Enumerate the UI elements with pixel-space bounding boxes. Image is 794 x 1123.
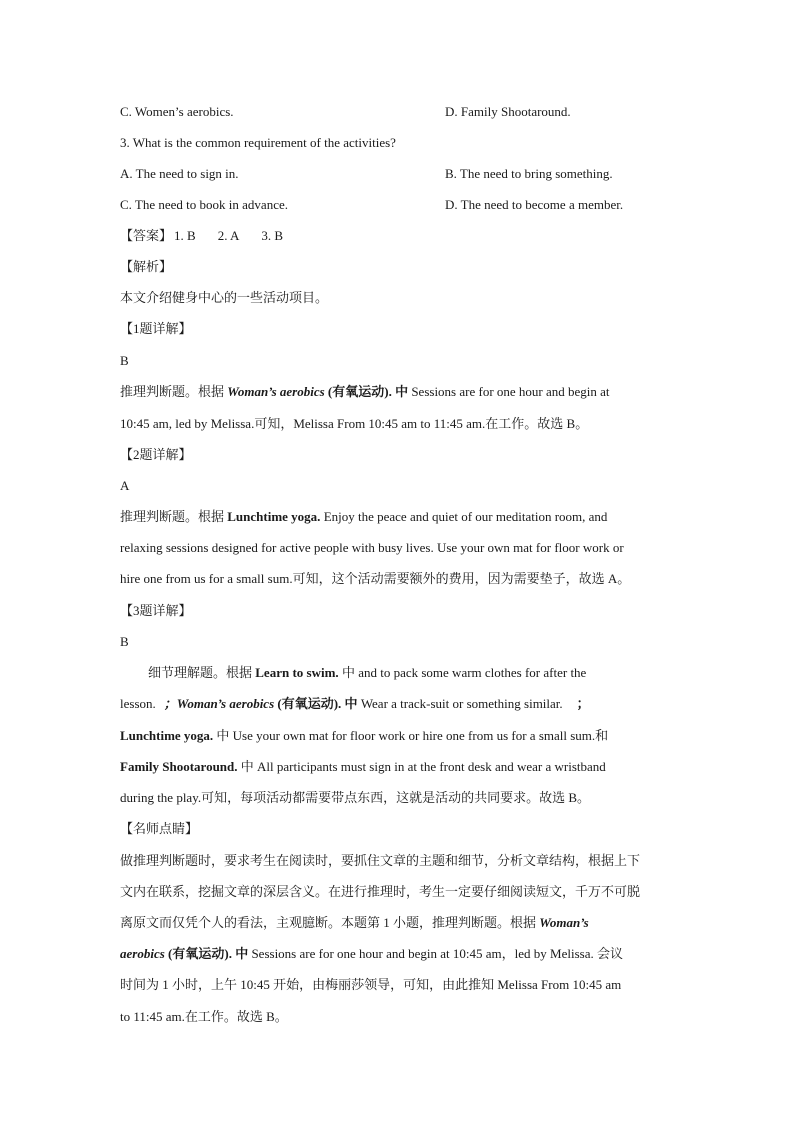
analysis-summary: 本文介绍健身中心的一些活动项目。 bbox=[120, 290, 329, 305]
teacher-note-text: Sessions are for one hour and begin at 10:45 am，led by Melissa. 会议 bbox=[248, 946, 623, 961]
answer-item-1: 1. B bbox=[174, 228, 196, 243]
teacher-note-text: 离原文而仅凭个人的看法，主观臆断。本题第 1 小题，推理判断题。根据 bbox=[120, 915, 540, 930]
answer-line bbox=[120, 228, 305, 244]
q3-detail-text: 中 Use your own mat for floor work or hire one from us for a small sum.和 bbox=[213, 728, 609, 743]
q3-option-b: B. The need to bring something. bbox=[445, 166, 613, 181]
q2-detail-text: Enjoy the peace and quiet of our meditation room, and bbox=[320, 509, 608, 524]
answer-item-3: 3. B bbox=[261, 228, 284, 243]
q3-detail-text: lesson. bbox=[120, 696, 156, 711]
q3-detail-line-5: during the play.可知，每项活动都需要带点东西，这就是活动的共同要求。故选 B。 bbox=[120, 790, 591, 805]
q1-detail-text: Sessions are for one hour and begin at bbox=[408, 384, 610, 399]
q2-detail-line-3: hire one from us for a small sum.可知，这个活动需要额外的费用，因为需要垫子，故选 A。 bbox=[120, 571, 631, 586]
q2-detail-line-2: relaxing sessions designed for active people with busy lives. Use your own mat for floor work or bbox=[120, 540, 624, 555]
q3-detail-label: 【3题详解】 bbox=[120, 603, 192, 618]
q2-detail-answer: A bbox=[120, 478, 130, 493]
q3-option-c: C. The need to book in advance. bbox=[120, 197, 288, 212]
q3-detail-bold: (有氧运动). 中 bbox=[274, 696, 358, 711]
teacher-note-line-4 bbox=[120, 946, 623, 962]
answer-item-2: 2. A bbox=[217, 228, 240, 243]
q1-detail-line-1 bbox=[120, 384, 610, 400]
q3-detail-semicolon: ； bbox=[576, 696, 590, 711]
q3-stem: 3. What is the common requirement of the activities? bbox=[120, 135, 396, 150]
answer-label: 【答案】 bbox=[120, 228, 173, 243]
q3-detail-line-1 bbox=[148, 665, 586, 681]
q1-detail-answer: B bbox=[120, 353, 129, 368]
q3-detail-text: 细节理解题。根据 bbox=[148, 665, 256, 680]
q3-detail-text: 中 and to pack some warm clothes for after the bbox=[338, 665, 587, 680]
q2-detail-label: 【2题详解】 bbox=[120, 447, 192, 462]
q2-detail-bold: Lunchtime yoga. bbox=[227, 509, 321, 524]
q3-detail-text: 中 All participants must sign in at the front desk and wear a wristband bbox=[237, 759, 606, 774]
q3-detail-answer: B bbox=[120, 634, 129, 649]
q1-detail-text: 推理判断题。根据 bbox=[120, 384, 228, 399]
q3-detail-bold: Lunchtime yoga. bbox=[120, 728, 214, 743]
q2-option-c: C. Women’s aerobics. bbox=[120, 104, 234, 119]
teacher-note-line-6: to 11:45 am.在工作。故选 B。 bbox=[120, 1009, 288, 1024]
q2-detail-text: 推理判断题。根据 bbox=[120, 509, 228, 524]
teacher-note-line-1: 做推理判断题时，要求考生在阅读时，要抓住文章的主题和细节，分析文章结构，根据上下 bbox=[120, 853, 641, 868]
q3-detail-line-3 bbox=[120, 728, 608, 744]
teacher-note-bold: (有氧运动). 中 bbox=[164, 946, 249, 961]
q1-detail-label: 【1题详解】 bbox=[120, 321, 192, 336]
q1-detail-emphasis: Woman’s aerobics bbox=[227, 384, 325, 399]
analysis-label: 【解析】 bbox=[120, 259, 173, 274]
q1-detail-bold: (有氧运动). 中 bbox=[324, 384, 409, 399]
teacher-note-emphasis: Woman’s bbox=[539, 915, 589, 930]
teacher-note-line-5: 时间为 1 小时，上午 10:45 开始，由梅丽莎领导，可知，由此推知 Melissa From 10:45 am bbox=[120, 977, 622, 992]
q3-detail-line-4 bbox=[120, 759, 606, 775]
teacher-note-label: 【名师点睛】 bbox=[120, 821, 199, 836]
q2-detail-line-1 bbox=[120, 509, 607, 525]
q3-detail-bold: Learn to swim. bbox=[255, 665, 339, 680]
q3-detail-text: Wear a track-suit or something similar. bbox=[357, 696, 563, 711]
teacher-note-line-3 bbox=[120, 915, 589, 931]
q3-option-a: A. The need to sign in. bbox=[120, 166, 239, 181]
q3-detail-bold: Family Shootaround. bbox=[120, 759, 238, 774]
q3-option-d: D. The need to become a member. bbox=[445, 197, 624, 212]
q2-option-d: D. Family Shootaround. bbox=[445, 104, 571, 119]
teacher-note-emphasis: aerobics bbox=[120, 946, 165, 961]
q3-detail-emphasis: ；Woman’s aerobics bbox=[163, 696, 275, 711]
q1-detail-line-2: 10:45 am, led by Melissa.可知，Melissa From 10:45 am to 11:45 am.在工作。故选 B。 bbox=[120, 416, 589, 431]
teacher-note-line-2: 文内在联系，挖掘文章的深层含义。在进行推理时，考生一定要仔细阅读短文，千万不可脱 bbox=[120, 884, 641, 899]
q3-detail-line-2 bbox=[120, 696, 590, 712]
